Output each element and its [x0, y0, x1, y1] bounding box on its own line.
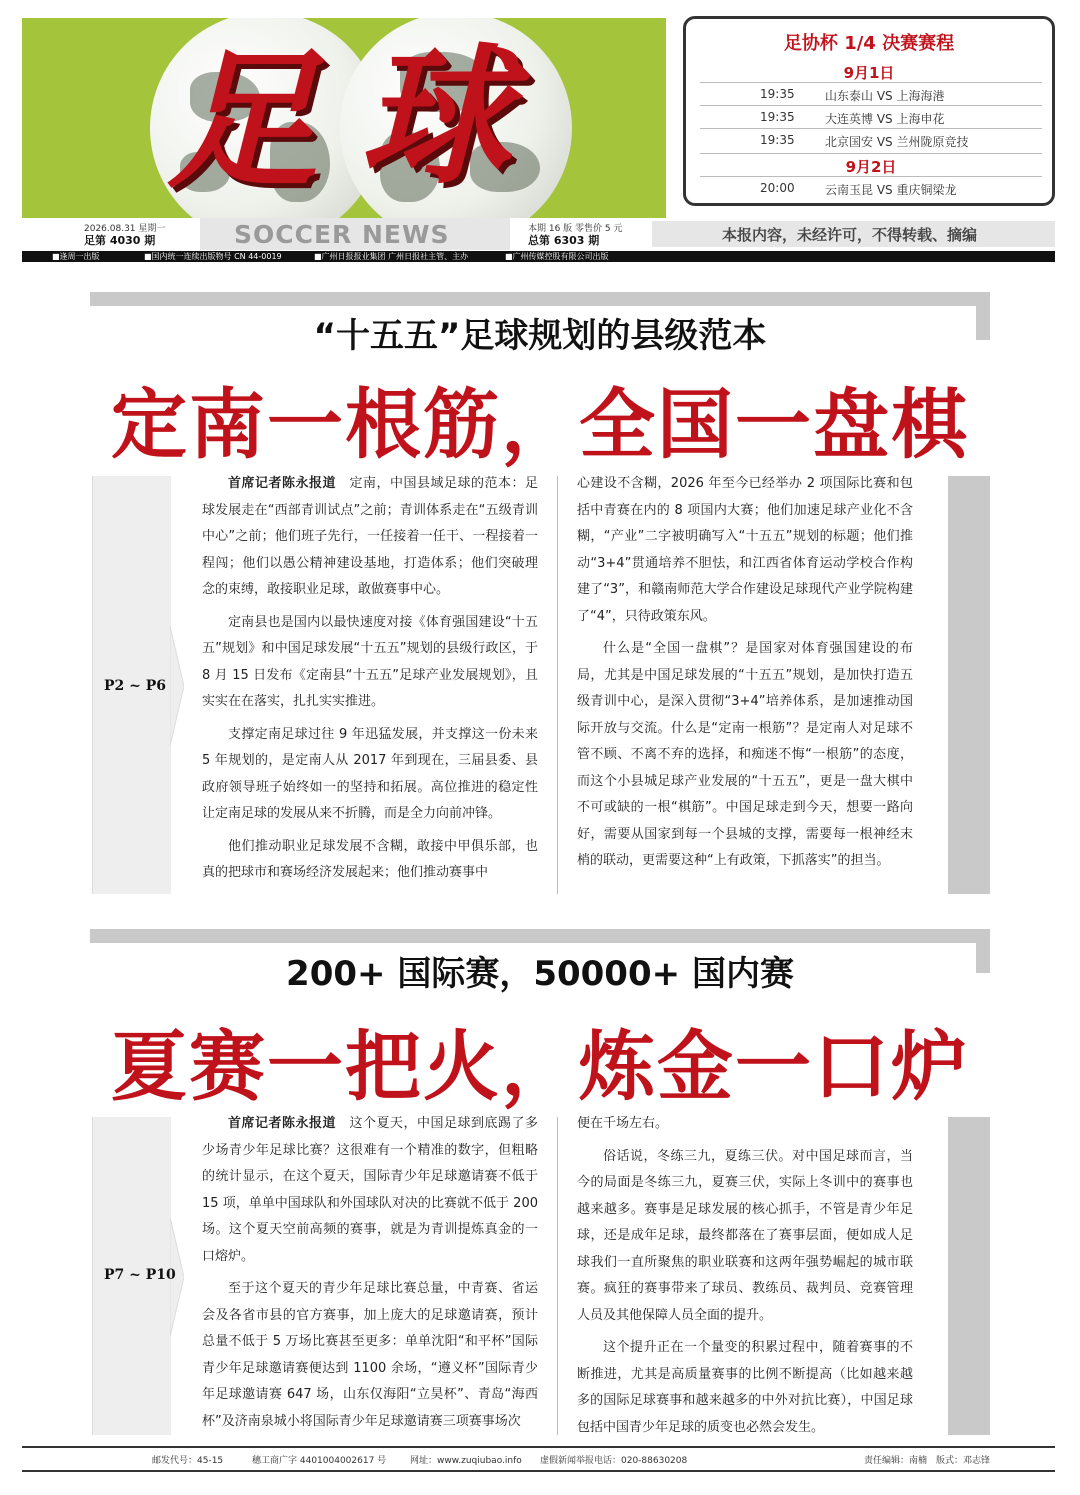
story1-paragraph: 支撑定南足球过往 9 年迅猛发展，并支撑这一份未来 5 年规划的，是定南人从 2017 年到现在，三届县委、县政府领导班子始终如一的坚持和拓展。高位推进的稳定性让定南足球的发展从来不折腾，而是全力向前冲锋。 — [202, 726, 538, 821]
match-time: 19:35 — [760, 87, 795, 101]
copyright-notice: 本报内容，未经许可，不得转载、摘编 — [722, 226, 978, 244]
bar-item: ■广州传媒控股有限公司出版 — [505, 252, 609, 261]
issue-date: 2026.08.31 星期一 — [84, 224, 166, 234]
schedule-row — [700, 105, 1042, 128]
story2-paragraph: 俗话说，冬练三九，夏练三伏。对中国足球而言，当今的局面是冬练三九，夏赛三伏，实际上冬训中的赛事也越来越多。赛事是足球发展的核心抓手，不管是青少年足球，还是成年足球，最终都落在了赛事层面，便如成人足球我们一直所聚焦的职业联赛和这两年强势崛起的城市联赛。疯狂的赛事带来了球员、教练员、裁判员、竞赛管理人员及其他保障人员全面的提升。 — [577, 1148, 913, 1323]
match-teams: 云南玉昆 VS 重庆铜梁龙 — [825, 183, 957, 197]
story2-byline: 首席记者陈永报道 — [228, 1116, 336, 1131]
footer-editors: 责任编辑：南楠 版式：邓志锋 — [864, 1456, 991, 1466]
schedule-row — [700, 176, 1042, 199]
logo-character-qiu: 球 — [360, 29, 511, 205]
footer-website: 网址：www.zuqiubao.info — [410, 1456, 522, 1466]
footer-bar — [22, 1446, 1055, 1472]
story2-page-tab — [92, 1117, 182, 1435]
schedule-title: 足协杯 1/4 决赛赛程 — [783, 33, 955, 54]
match-teams: 北京国安 VS 兰州陇原竞技 — [825, 135, 969, 149]
story1-paragraph: 心建设不含糊，2026 年至今已经举办 2 项国际比赛和包括中青赛在内的 8 项国内大赛；他们加速足球产业化不含糊，“产业”二字被明确写入“十五五”规划的标题；他们推动“3+4”贯通培养不胆怯，和江西省体育运动学校合作构建了“3”，和赣南师范大学合作建设足球现代产业学院构建了“4”，只待政策东风。 — [577, 476, 913, 624]
match-teams: 山东泰山 VS 上海海港 — [825, 89, 945, 103]
story1-column-left — [202, 471, 538, 893]
bar-item: ■广州日报报业集团 广州日报社主管、主办 — [314, 252, 469, 261]
story1-paragraph: 定南，中国县域足球的范本：足球发展走在“西部青训试点”之前；青训体系走在“五级青训中心”之前；他们班子先行，一任接着一任干、一程接着一程闯；他们以愚公精神建设基地，打造体系；他们突破理念的束缚，敢接职业足球，敢做赛事中心。 — [202, 476, 538, 597]
english-title: SOCCER NEWS — [234, 220, 450, 249]
story2-paragraph: 这个提升正在一个量变的积累过程中，随着赛事的不断推进，尤其是高质量赛事的比例不断提高（比如越来越多的国际足球赛事和越来越多的中外对抗比赛），中国足球包括中国青少年足球的质变也必然会发生。 — [577, 1340, 913, 1435]
total-issue: 总第 6303 期 — [528, 234, 600, 247]
story1-paragraph: 定南县也是国内以最快速度对接《体育强国建设“十五五”规划》和中国足球发展“十五五”规划的县级行政区，于 8 月 15 日发布《定南县“十五五”足球产业发展规划》，且实实在在落实，扎扎实实推进。 — [202, 614, 538, 709]
match-teams: 大连英博 VS 上海申花 — [825, 112, 945, 126]
match-time: 19:35 — [760, 133, 795, 147]
footer-hotline: 虚假新闻举报电话：020-88630208 — [540, 1456, 688, 1466]
bar-item: ■逢周一出版 — [52, 252, 100, 261]
footer-postal: 邮发代号：45-15 — [152, 1456, 224, 1466]
issue-number: 足第 4030 期 — [84, 234, 156, 247]
story1-pages: P2 ~ P6 — [104, 678, 167, 694]
story1-headline: 定南一根筋，全国一盘棋 — [111, 380, 969, 469]
story1-paragraph: 他们推动职业足球发展不含糊，敢接中甲俱乐部，也真的把球市和赛场经济发展起来；他们推动赛事中 — [202, 838, 538, 880]
section-divider — [90, 292, 990, 306]
publication-info-bar — [22, 251, 1055, 262]
story2-pages: P7 ~ P10 — [104, 1267, 176, 1283]
story1-byline: 首席记者陈永报道 — [228, 476, 336, 491]
schedule-day-label: 9月1日 — [843, 64, 895, 82]
price-line: 本期 16 版 零售价 5 元 — [528, 224, 623, 234]
logo-character-zu: 足 — [167, 33, 318, 209]
footer-ad-license: 穗工商广字 4401004002617 号 — [252, 1456, 387, 1466]
story1-page-tab — [92, 476, 182, 894]
match-time: 19:35 — [760, 110, 795, 124]
story2-paragraph: 便在千场左右。 — [577, 1116, 669, 1131]
masthead-logo-panel — [22, 18, 666, 218]
schedule-row — [700, 128, 1042, 151]
story2-column-right — [577, 1111, 913, 1447]
story2-paragraph: 至于这个夏天的青少年足球比赛总量，中青赛、省运会及各省市县的官方赛事，加上庞大的足球邀请赛，预计总量不低于 5 万场比赛甚至更多：单单沈阳“和平杯”国际青少年足球邀请赛便达到 1100 余场，“遵义杯”国际青少年足球邀请赛 647 场，山东仅海阳“立昊杯”、青岛“海西杯”及济南泉城小将国际青少年足球邀请赛三项赛事场次 — [202, 1281, 538, 1429]
cup-schedule-box — [683, 16, 1055, 206]
story1-deck: “十五五”足球规划的县级范本 — [313, 316, 767, 356]
section-divider — [90, 929, 990, 943]
story2-column-left — [202, 1111, 538, 1441]
schedule-row — [700, 82, 1042, 105]
bar-item: ■国内统一连续出版物号 CN 44-0019 — [144, 252, 282, 261]
story2-deck: 200+ 国际赛，50000+ 国内赛 — [286, 954, 794, 994]
story2-headline: 夏赛一把火，炼金一口炉 — [111, 1022, 969, 1111]
story1-column-right — [577, 471, 913, 881]
story1-paragraph: 什么是“全国一盘棋”？是国家对体育强国建设的布局，尤其是中国足球发展的“十五五”规划，是加快打造五级青训中心，是深入贯彻“3+4”培养体系，是加速推动国际开放与交流。什么是“定南一根筋”？是定南人对足球不管不顾、不离不弃的选择，和痴迷不悔“一根筋”的态度，而这个小县城足球产业发展的“十五五”，更是一盘大棋中不可或缺的一根“棋筋”。中国足球走到今天，想要一路向好，需要从国家到每一个县城的支撑，需要每一根神经末梢的联动，更需要这种“上有政策，下抓落实”的担当。 — [577, 641, 913, 868]
story2-paragraph: 这个夏天，中国足球到底踢了多少场青少年足球比赛？这很难有一个精准的数字，但粗略的统计显示，在这个夏天，国际青少年足球邀请赛不低于 15 项，单单中国球队和外国球队对决的比赛就不低于 200 场。这个夏天空前高频的赛事，就是为青训提炼真金的一口熔炉。 — [202, 1116, 538, 1264]
match-time: 20:00 — [760, 181, 795, 195]
schedule-day-label: 9月2日 — [700, 153, 1042, 177]
